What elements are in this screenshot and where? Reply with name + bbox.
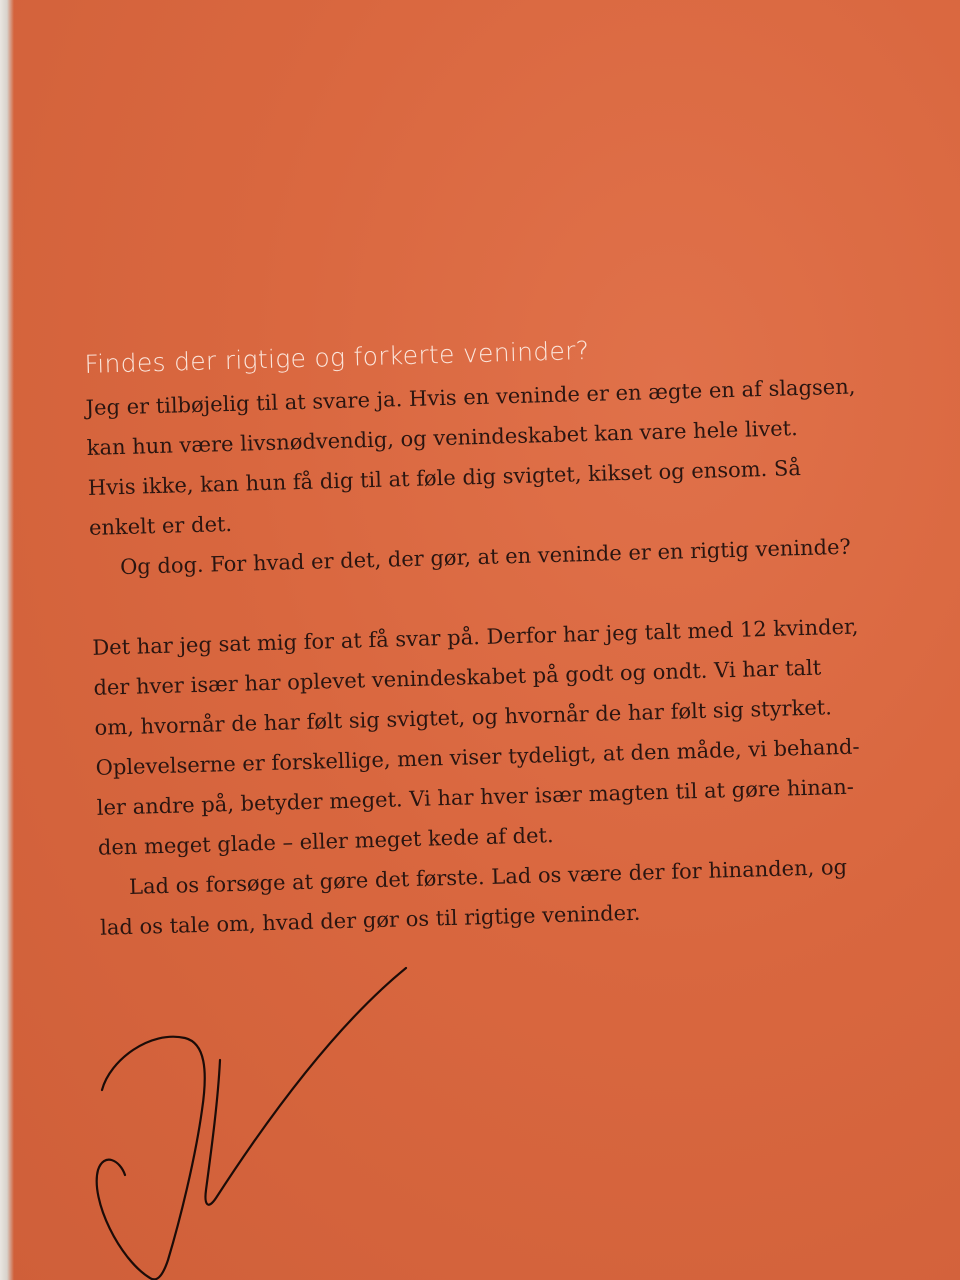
text-line: ler andre på, betyder meget. Vi har hver især magten til at gøre hinan-: [96, 774, 855, 820]
handwritten-signature: [80, 960, 440, 1280]
text-line: enkelt er det.: [88, 511, 233, 540]
page-heading: Findes der rigtige og forkerte veninder?: [84, 335, 590, 379]
paragraph-3: [92, 607, 858, 868]
page-edge: [0, 0, 14, 1280]
text-line: Jeg er tilbøjelig til at svare ja. Hvis en veninde er en ægte en af slagsen,: [85, 374, 856, 420]
text-line: Og dog. For hvad er det, der gør, at en veninde er en rigtig veninde?: [119, 534, 852, 580]
text-line: Lad os forsøge at gøre det første. Lad os være der for hinanden, og: [128, 854, 848, 899]
text-line: Oplevelserne er forskellige, men viser tydeligt, at den måde, vi behand-: [95, 734, 860, 780]
signature-stroke-1: [97, 1037, 205, 1280]
text-line: Hvis ikke, kan hun få dig til at føle dig svigtet, kikset og ensom. Så: [87, 456, 802, 500]
page-content: [84, 327, 860, 948]
paragraph-1: [85, 367, 856, 548]
text-line: den meget glade – eller meget kede af det.: [97, 823, 554, 860]
text-line: der hver især har oplevet venindeskabet på godt og ondt. Vi har talt: [93, 655, 822, 700]
signature-stroke-2: [205, 968, 406, 1205]
text-line: om, hvornår de har følt sig svigtet, og hvornår de har følt sig styrket.: [94, 695, 833, 740]
text-line: kan hun være livsnødvendig, og venindeskabet kan vare hele livet.: [86, 416, 799, 460]
text-line: lad os tale om, hvad der gør os til rigtige veninder.: [99, 900, 641, 940]
text-line: Det har jeg sat mig for at få svar på. Derfor har jeg talt med 12 kvinder,: [92, 614, 859, 660]
